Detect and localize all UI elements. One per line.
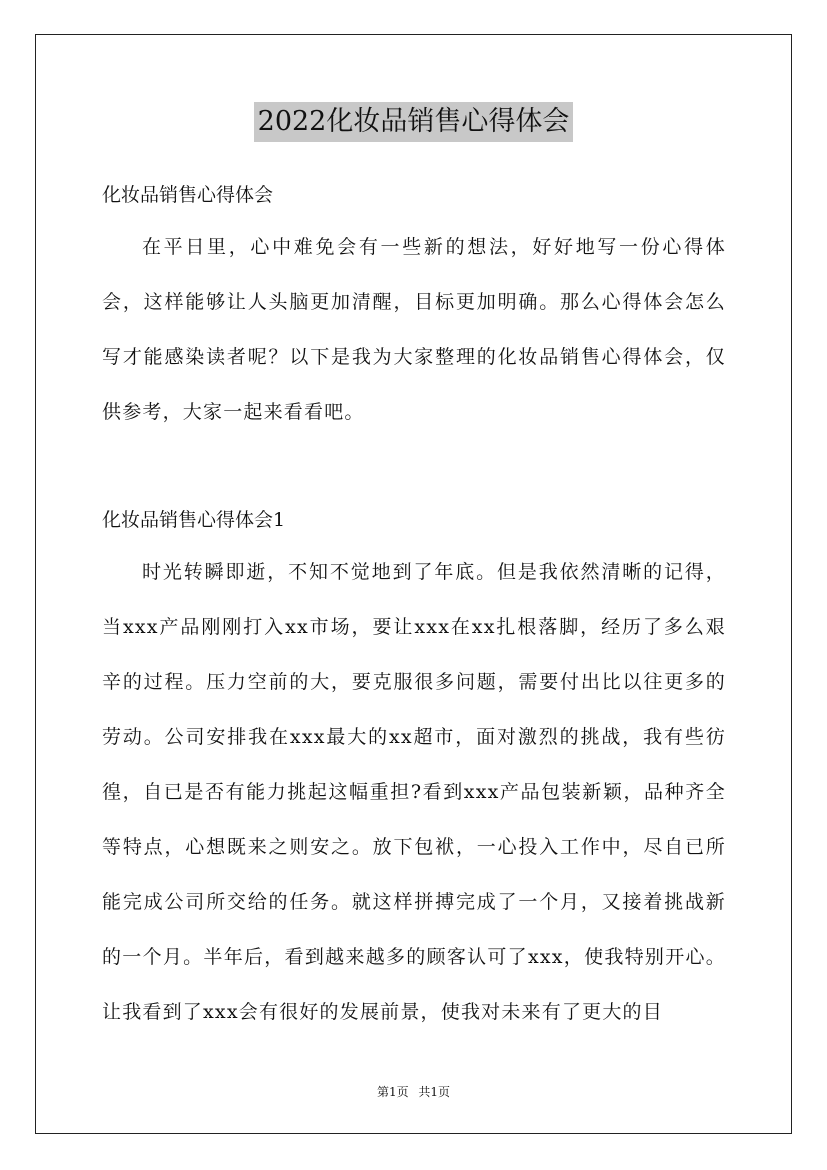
page-total: 共1页 <box>418 1085 451 1099</box>
intro-body <box>102 220 726 440</box>
document-title: 2022化妆品销售心得体会 <box>254 102 574 142</box>
section1-body <box>102 545 726 1040</box>
section1-paragraph: 时光转瞬即逝，不知不觉地到了年底。但是我依然清晰的记得，当xxx产品刚刚打入xx市场，要让xxx在xx扎根落脚，经历了多么艰辛的过程。压力空前的大，要克服很多问题，需要付出比以往更多的劳动。公司安排我在xxx最大的xx超市，面对激烈的挑战，我有些彷徨，自已是否有能力挑起这幅重担?看到xxx产品包装新颖，品种齐全等特点，心想既来之则安之。放下包袱，一心投入工作中，尽自已所能完成公司所交给的任务。就这样拼搏完成了一个月，又接着挑战新的一个月。半年后，看到越来越多的顾客认可了xxx，使我特别开心。让我看到了xxx会有很好的发展前景，使我对未来有了更大的目 <box>102 561 726 1023</box>
page-footer <box>0 1083 827 1101</box>
section1-header <box>102 505 726 535</box>
intro-heading: 化妆品销售心得体会 <box>102 184 274 206</box>
title-container <box>0 102 827 142</box>
section1-heading: 化妆品销售心得体会1 <box>102 509 286 531</box>
page-number: 第1页 <box>376 1085 409 1099</box>
intro-section <box>102 180 726 210</box>
intro-paragraph: 在平日里，心中难免会有一些新的想法，好好地写一份心得体会，这样能够让人头脑更加清醒，目标更加明确。那么心得体会怎么写才能感染读者呢？以下是我为大家整理的化妆品销售心得体会，仅供参考，大家一起来看看吧。 <box>102 236 726 423</box>
